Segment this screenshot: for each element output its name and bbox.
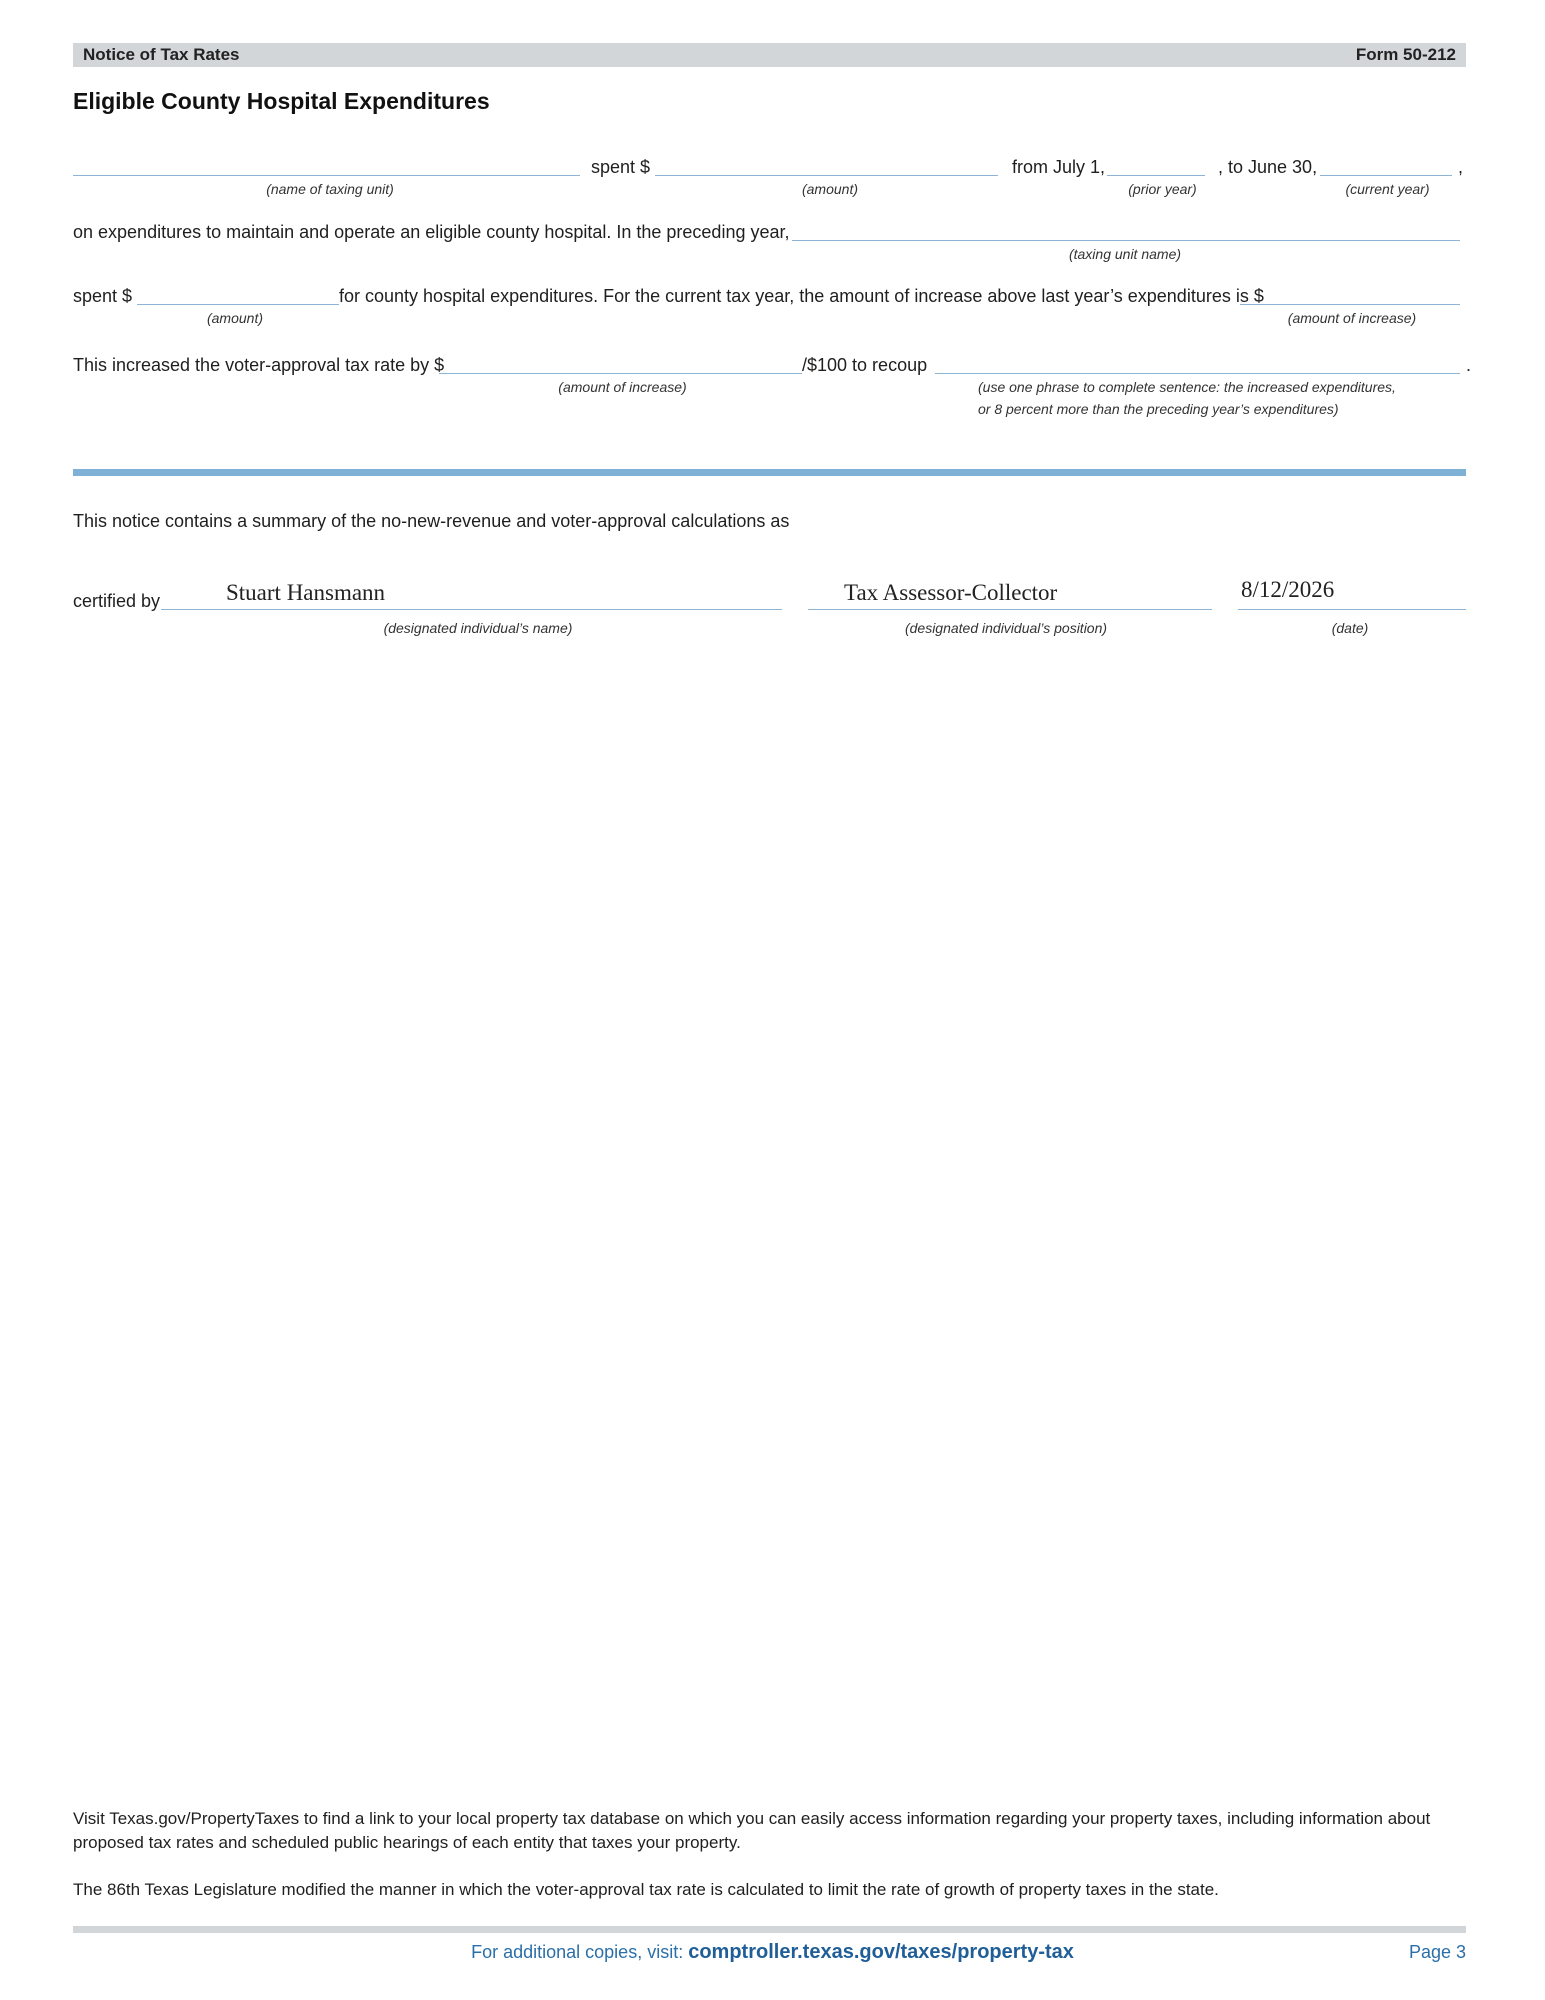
spent-label: spent $ [591, 157, 651, 177]
rate-increase-field[interactable] [439, 373, 802, 374]
caption-name-of-taxing-unit: (name of taxing unit) [266, 181, 394, 197]
caption-designated-position: (designated individual’s position) [904, 620, 1108, 636]
designated-name-value: Stuart Hansmann [226, 580, 386, 605]
from-july-label: from July 1, [1012, 157, 1106, 177]
footer-divider [73, 1926, 1466, 1933]
caption-amount-of-increase: (amount of increase) [1287, 310, 1417, 326]
date-field[interactable] [1238, 609, 1466, 610]
section-title: Eligible County Hospital Expenditures [73, 88, 490, 114]
taxing-unit-field[interactable] [792, 240, 1460, 241]
page-number: Page 3 [1408, 1942, 1466, 1962]
per-100-recoup-label: /$100 to recoup [802, 355, 928, 375]
to-june-label: , to June 30, [1218, 157, 1318, 177]
caption-amount-2: (amount) [206, 310, 264, 326]
taxing-unit-name-field[interactable] [73, 175, 580, 176]
form-title: Notice of Tax Rates [83, 45, 240, 64]
amount-field[interactable] [655, 175, 998, 176]
additional-copies-line [0, 1941, 1545, 1964]
form-number: Form 50-212 [1355, 45, 1456, 64]
expenditures-sentence: on expenditures to maintain and operate an eligible county hospital. In the preceding year, [73, 222, 790, 242]
form-header-bar [73, 43, 1466, 67]
prior-year-field[interactable] [1107, 175, 1205, 176]
comma: , [1458, 157, 1464, 177]
period: . [1466, 355, 1472, 375]
caption-prior-year: (prior year) [1128, 181, 1197, 197]
caption-phrase-line-2: or 8 percent more than the preceding year’s expenditures) [978, 401, 1339, 417]
legislature-note: The 86th Texas Legislature modified the manner in which the voter-approval tax rate is calculated to limit the rate of growth of property taxes in the state. [73, 1880, 1219, 1899]
county-hospital-sentence: for county hospital expenditures. For the current tax year, the amount of increase above last year’s expenditures is $ [339, 286, 1264, 306]
caption-taxing-unit-name: (taxing unit name) [1068, 246, 1182, 262]
caption-amount: (amount) [801, 181, 859, 197]
recoup-phrase-field[interactable] [935, 373, 1460, 374]
certified-by-label: certified by [73, 591, 161, 611]
designated-position-field[interactable] [808, 609, 1212, 610]
caption-current-year: (current year) [1345, 181, 1430, 197]
caption-designated-name: (designated individual’s name) [383, 620, 573, 636]
date-value: 8/12/2026 [1241, 577, 1335, 602]
caption-phrase-line-1: (use one phrase to complete sentence: the increased expenditures, [978, 379, 1396, 395]
amount-of-increase-field[interactable] [1240, 304, 1460, 305]
spent-label-2: spent $ [73, 286, 133, 306]
certification-intro: This notice contains a summary of the no-new-revenue and voter-approval calculations as [73, 511, 790, 531]
additional-copies-label: For additional copies, visit: [471, 1942, 689, 1962]
designated-position-value: Tax Assessor-Collector [844, 580, 1058, 605]
voter-approval-increase-sentence: This increased the voter-approval tax rate by $ [73, 355, 445, 375]
section-divider [73, 469, 1466, 476]
caption-amount-of-increase-2: (amount of increase) [558, 379, 687, 395]
designated-name-field[interactable] [161, 609, 782, 610]
current-year-field[interactable] [1320, 175, 1452, 176]
caption-date: (date) [1331, 620, 1369, 636]
preceding-amount-field[interactable] [137, 304, 339, 305]
comptroller-link[interactable]: comptroller.texas.gov/taxes/property-tax [688, 1941, 1074, 1963]
property-taxes-note: Visit Texas.gov/PropertyTaxes to find a link to your local property tax database on which you can easily access information regarding your property taxes, including information about proposed tax rates and scheduled public hearings of each entity that taxes your property. [73, 1809, 1431, 1852]
